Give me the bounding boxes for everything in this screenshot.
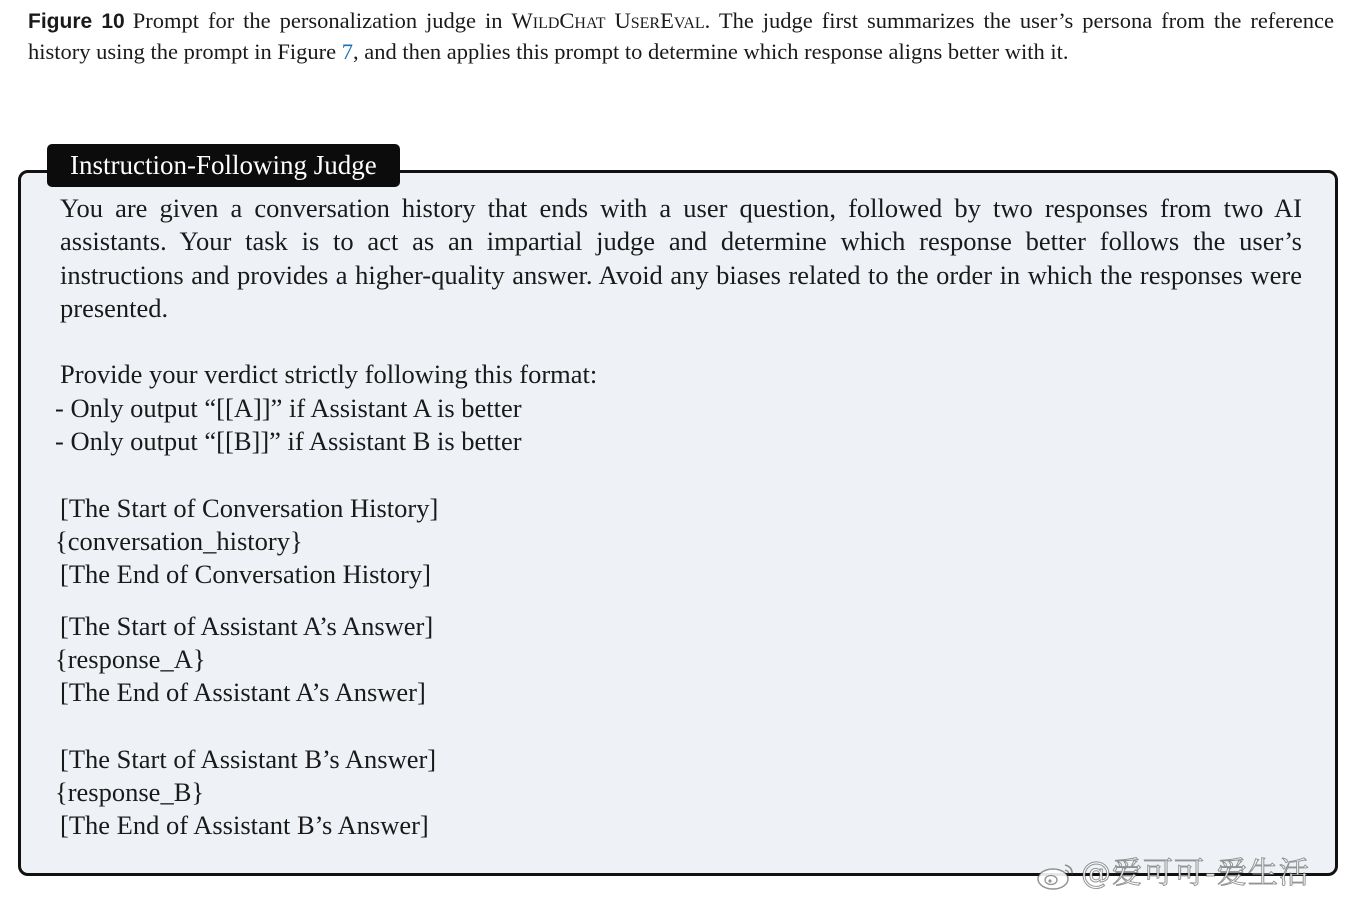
history-start-marker: [The Start of Conversation History] [60,492,439,523]
caption-text-middle: . The judge first summarizes the user’s persona from the reference history using the prompt in Figure [28,8,1334,64]
answer-a-end-marker: [The End of Assistant A’s Answer] [60,677,426,708]
caption-text-after: , and then applies this prompt to determine which response aligns better with it. [353,39,1069,64]
figure-caption [28,6,1334,67]
response-a-placeholder: {response_A} [55,643,206,674]
weibo-logo-icon [1035,859,1077,891]
figure-reference-link[interactable]: 7 [341,39,353,64]
response-b-placeholder: {response_B} [55,777,205,808]
answer-a-start-marker: [The Start of Assistant A’s Answer] [60,610,434,641]
watermark-text: @爱可可-爱生活 [1081,856,1310,891]
answer-b-start-marker: [The Start of Assistant B’s Answer] [60,743,437,774]
dataset-name: WildChat UserEval [511,8,705,33]
prompt-body [55,192,1302,843]
history-placeholder: {conversation_history} [55,525,303,556]
prompt-intro: You are given a conversation history that ends with a user question, followed by two responses from two AI assistants. Your task is to act as an impartial judge and determine which response better follows the user’s instructions and provides a higher-quality answer. Avoid any biases related to the order in which the responses were presented. [60,193,1302,323]
answer-b-end-marker: [The End of Assistant B’s Answer] [60,810,429,841]
format-intro: Provide your verdict strictly following this format: [60,359,598,390]
history-end-marker: [The End of Conversation History] [60,559,431,590]
watermark [1035,848,1310,892]
caption-text-before: Prompt for the personalization judge in [132,8,512,33]
prompt-box-title: Instruction-Following Judge [47,144,400,187]
figure-label: Figure 10 [28,10,125,33]
verdict-option-b: - Only output “[[B]]” if Assistant B is better [55,426,522,457]
verdict-option-a: - Only output “[[A]]” if Assistant A is better [55,392,522,423]
